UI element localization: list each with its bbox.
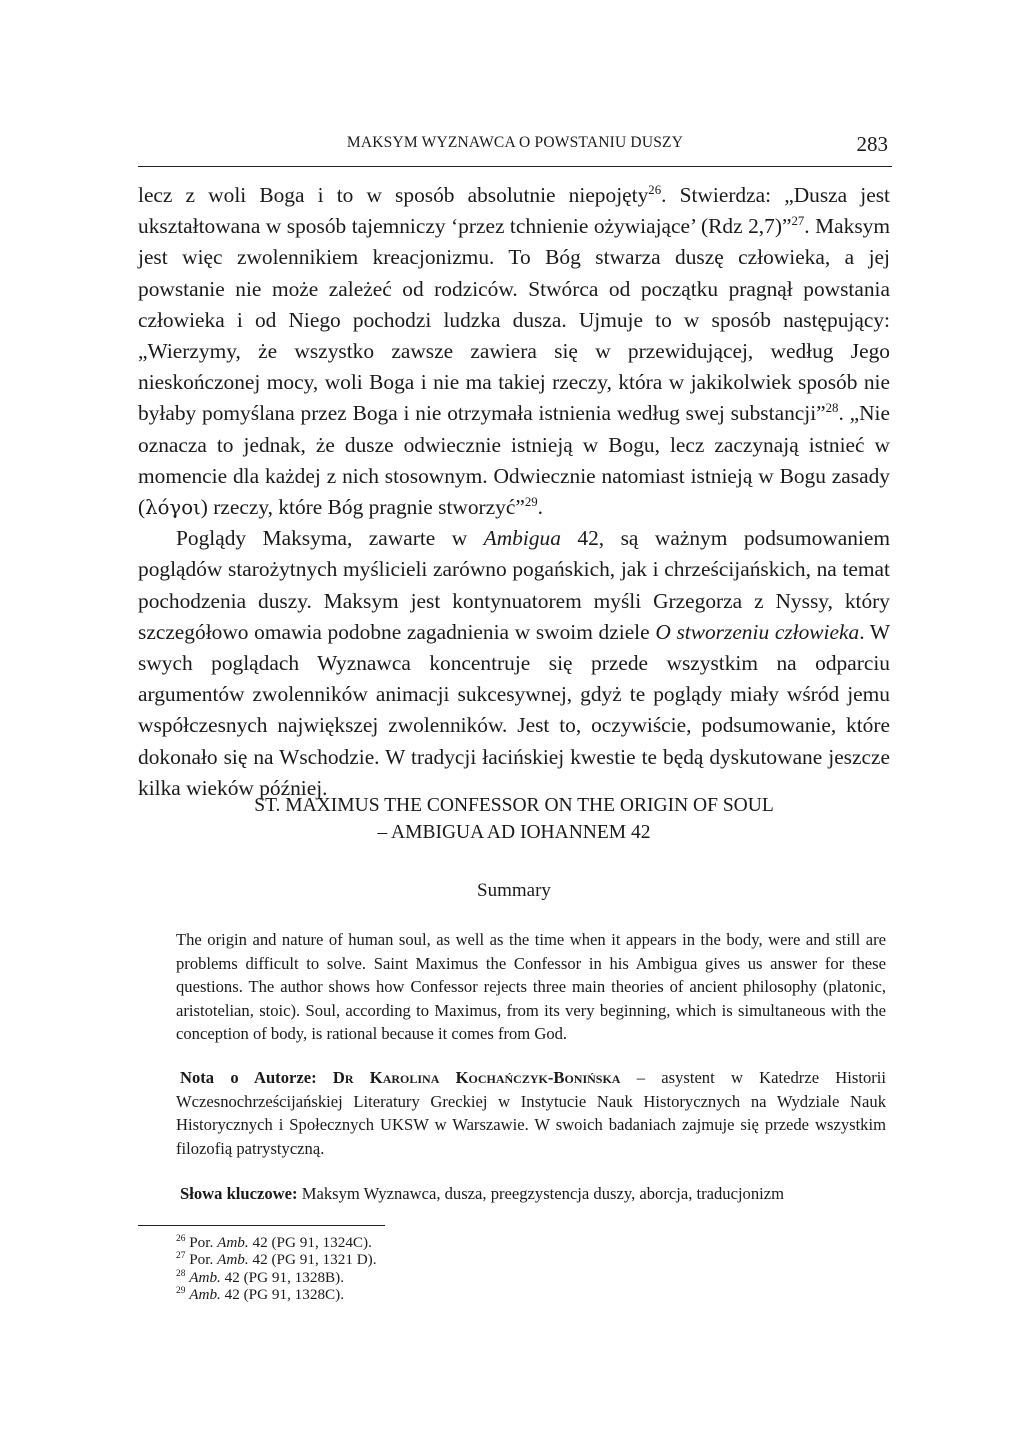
footnote-28 xyxy=(176,1269,776,1286)
footnote-number: 29 xyxy=(176,1285,186,1296)
paragraph-1-text-6: . xyxy=(537,495,544,520)
footnote-ref: 42 (PG 91, 1324C). xyxy=(248,1234,372,1251)
keywords-text: Maksym Wyznawca, dusza, preegzystencja duszy, aborcja, traducjonizm xyxy=(297,1184,785,1203)
footnote-abbrev: Amb. xyxy=(217,1234,249,1251)
paragraph-2 xyxy=(138,523,890,804)
footnotes xyxy=(176,1234,776,1303)
author-note-text: – asystent w Katedrze Historii Wczesnochrześcijańskiej Literatury Greckiej w Instytucie Nauk Historycznych na Wydziale Nauk Historycznych i Społecznych UKSW w Warszawie. W swoich badaniach zajmuje się przede wszystkim filozofią patrystyczną. xyxy=(176,1068,887,1158)
main-text xyxy=(138,180,890,804)
author-note-label: Nota o Autorze: xyxy=(180,1068,317,1087)
page-number: 283 xyxy=(856,132,888,156)
paragraph-2-text-1: Poglądy Maksyma, zawarte w xyxy=(176,526,484,551)
footnote-26 xyxy=(176,1234,776,1251)
paragraph-1 xyxy=(138,180,890,523)
footnote-prefix: Por. xyxy=(189,1251,218,1269)
work-title: O stworzeniu człowieka xyxy=(655,619,860,644)
footnote-ref: 42 (PG 91, 1328B). xyxy=(220,1268,345,1286)
footnote-number: 27 xyxy=(176,1251,186,1262)
footnote-abbrev: Amb. xyxy=(189,1268,221,1286)
footnote-ref-27: 27 xyxy=(791,214,805,229)
paragraph-1-text-1: lecz z woli Boga i to w sposób absolutnie niepojęty xyxy=(138,183,649,207)
summary-text xyxy=(176,928,886,1046)
paragraph-1-text-2: . Stwierdza: „Dusza jest ukształtowana w sposób tajemniczy ‘przez tchnienie ożywiające’ (Rdz 2,7)” xyxy=(138,183,890,239)
footnote-abbrev: Amb. xyxy=(189,1285,221,1303)
keywords xyxy=(180,1182,886,1206)
footnote-abbrev: Amb. xyxy=(217,1251,249,1269)
footnote-ref: 42 (PG 91, 1321 D). xyxy=(248,1251,377,1269)
footnote-27 xyxy=(176,1251,776,1268)
author-name: Dr Karolina Kochańczyk-Bonińska xyxy=(332,1068,621,1087)
paragraph-1-text-4: . „Nie oznacza to jednak, że dusze odwiecznie istnieją w Bogu, lecz zaczynają istnieć w momencie dla każdej z nich stosownym. Odwiecznie natomiast istnieją w Bogu zasady ( xyxy=(138,401,890,520)
footnote-number: 26 xyxy=(176,1233,186,1244)
keywords-label: Słowa kluczowe: xyxy=(180,1184,298,1203)
summary-paragraph: The origin and nature of human soul, as well as the time when it appears in the body, were and still are problems difficult to solve. Saint Maximus the Confessor in his Ambigua gives us answer for these questions. The author shows how Confessor rejects three main theories of ancient philosophy (platonic, aristotelian, stoic). Soul, according to Maximus, from its very beginning, which is simultaneous with the conception of body, is rational because it comes from God. xyxy=(176,930,886,1043)
footnote-29 xyxy=(176,1286,776,1303)
paragraph-1-text-5: ) rzeczy, które Bóg pragnie stworzyć” xyxy=(200,495,525,520)
paragraph-2-text-2: 42, są ważnym podsumowaniem poglądów starożytnych myślicieli zarówno pogańskich, jak i chrześcijańskich, na temat pochodzenia duszy. Maksym jest kontynuatorem myśli Grzegorza z Nyssy, który szczegółowo omawia podobne zagadnienia w swoim dziele xyxy=(138,526,890,644)
paragraph-2-text-3: . W swych poglądach Wyznawca koncentruje się przede wszystkim na odparciu argumentów zwolenników animacji sukcesywnej, gdyż te poglądy miały wśród jemu współczesnych największej zwolenników. Jest to, oczywiście, podsumowanie, które dokonało się na Wschodzie. W tradycji łacińskiej kwestie te będą dyskutowane jeszcze kilka wieków później. xyxy=(138,619,891,800)
footnote-ref-28: 28 xyxy=(825,401,839,416)
running-header xyxy=(138,132,892,167)
greek-term: λόγοι xyxy=(145,496,201,520)
ambigua-title: Ambigua xyxy=(483,526,561,551)
footnote-ref-29: 29 xyxy=(524,494,538,509)
summary-heading: Summary xyxy=(477,880,551,901)
footnote-ref: 42 (PG 91, 1328C). xyxy=(220,1285,345,1303)
author-note xyxy=(176,1066,886,1160)
paragraph-1-text-3: . Maksym jest więc zwolennikiem kreacjonizmu. To Bóg stwarza duszę człowieka, a jej powstanie nie może zależeć od rodziców. Stwórca od początku pragnął powstania człowieka i od Niego pochodzi ludzka dusza. Ujmuje to w sposób następujący: „Wierzymy, że wszystko zawsze zawiera się w przewidującej, według Jego nieskończonej mocy, woli Boga i nie ma takiej rzeczy, która w jakikolwiek sposób nie byłaby pomyślana przez Boga i nie otrzymała istnienia według swej substancji” xyxy=(138,214,890,426)
english-title-line-1: ST. MAXIMUS THE CONFESSOR ON THE ORIGIN OF SOUL xyxy=(254,795,774,816)
english-title xyxy=(138,792,890,846)
running-title: MAKSYM WYZNAWCA O POWSTANIU DUSZY xyxy=(346,134,684,151)
english-title-line-2: – AMBIGUA AD IOHANNEM 42 xyxy=(377,822,651,843)
footnote-divider xyxy=(138,1225,385,1226)
footnote-prefix: Por. xyxy=(189,1234,218,1251)
footnote-number: 28 xyxy=(176,1268,186,1279)
footnote-ref-26: 26 xyxy=(648,182,662,197)
